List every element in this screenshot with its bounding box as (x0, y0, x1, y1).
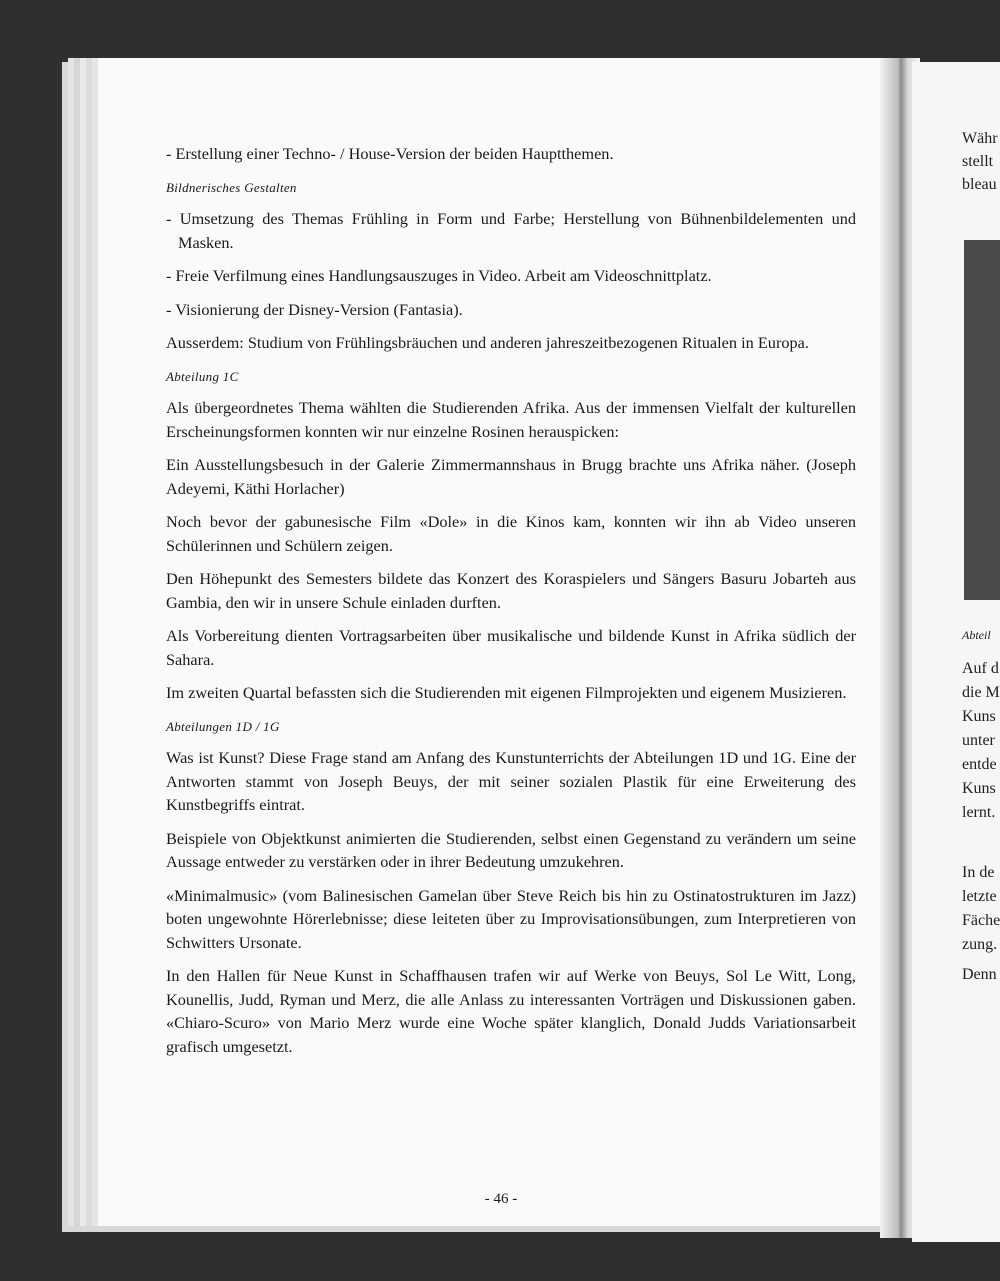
right-page-text-fragment: lernt. (962, 804, 996, 821)
right-page-text-fragment: Kuns (962, 708, 996, 725)
right-page-text-fragment: In de (962, 864, 995, 881)
paragraph: Ein Ausstellungsbesuch in der Galerie Zimmermannshaus in Brugg brachte uns Afrika näher. (Joseph Adeyemi, Käthi Horlacher) (166, 455, 856, 498)
section-heading: Abteilungen 1D / 1G (166, 718, 280, 734)
section-heading: Bildnerisches Gestalten (166, 179, 297, 195)
right-page-text-fragment: die M (962, 684, 1000, 701)
paragraph: Den Höhepunkt des Semesters bildete das Konzert des Koraspielers und Sängers Basuru Jobarteh aus Gambia, den wir in unsere Schule einladen durften. (166, 569, 856, 612)
paragraph: Ausserdem: Studium von Frühlingsbräuchen und anderen jahreszeitbezogenen Ritualen in Europa. (166, 333, 809, 352)
right-page-photo (964, 240, 1000, 600)
page-body (166, 142, 856, 1068)
right-page-text-fragment: zung. (962, 936, 998, 953)
list-item: - Freie Verfilmung eines Handlungsauszuges in Video. Arbeit am Videoschnittplatz. (166, 266, 712, 285)
list-item: - Erstellung einer Techno- / House-Version der beiden Hauptthemen. (166, 144, 614, 163)
paragraph: «Minimalmusic» (vom Balinesischen Gamelan über Steve Reich bis hin zu Ostinatostrukturen im Jazz) boten ungewohnte Hörerlebnisse; diese leiteten über zu Improvisationsübungen, zum Interpretieren von Schwitters Ursonate. (166, 885, 856, 952)
paragraph: In den Hallen für Neue Kunst in Schaffhausen trafen wir auf Werke von Beuys, Sol Le Witt, Long, Kounellis, Judd, Ryman und Merz, die alle Anlass zu interessanten Vorträgen und Diskussionen gaben. «Chiaro-Scuro» von Mario Merz wurde eine Woche später klanglich, Donald Judds Variationsarbeit grafisch umgesetzt. (166, 966, 856, 1056)
paragraph: Was ist Kunst? Diese Frage stand am Anfang des Kunstunterrichts der Abteilungen 1D und 1G. Eine der Antworten stammt von Joseph Beuys, der mit seiner sozialen Plastik für eine Erweiterung des Kunstbegriffs eintrat. (166, 748, 856, 814)
paragraph: Noch bevor der gabunesische Film «Dole» in die Kinos kam, konnten wir ihn ab Video unseren Schülerinnen und Schülern zeigen. (166, 512, 856, 555)
right-page-text-fragment: letzte (962, 888, 997, 905)
paragraph: Beispiele von Objektkunst animierten die Studierenden, selbst einen Gegenstand zu verändern um seine Aussage entweder zu verstärken oder in ihrer Bedeutung umzukehren. (166, 828, 856, 871)
paragraph: Als Vorbereitung dienten Vortragsarbeiten über musikalische und bildende Kunst in Afrika südlich der Sahara. (166, 626, 856, 669)
right-page (912, 62, 1000, 1242)
section-heading: Abteilung 1C (166, 368, 239, 384)
paragraph: Als übergeordnetes Thema wählten die Studierenden Afrika. Aus der immensen Vielfalt der kulturellen Erscheinungsformen konnten wir nur einzelne Rosinen herauspicken: (166, 398, 856, 441)
right-page-text-fragment: Währ (962, 130, 998, 147)
right-page-text-fragment: stellt (962, 153, 994, 170)
right-page-text-fragment: Denn (962, 966, 997, 983)
list-item: - Umsetzung des Themas Frühling in Form und Farbe; Herstellung von Bühnenbildelementen und Masken. (166, 209, 856, 252)
right-page-text-fragment: unter (962, 732, 995, 749)
right-page-text-fragment: bleau (962, 176, 997, 193)
list-item: - Visionierung der Disney-Version (Fantasia). (166, 299, 463, 319)
right-page-text-fragment: Kuns (962, 780, 996, 797)
right-page-text-fragment: Fäche (962, 912, 1000, 929)
right-page-text-fragment: entde (962, 756, 997, 773)
paragraph: Im zweiten Quartal befassten sich die Studierenden mit eigenen Filmprojekten und eigenem Musizieren. (166, 683, 847, 702)
page-number: - 46 - (484, 1191, 518, 1207)
right-page-heading-fragment: Abteil (962, 628, 991, 642)
right-page-text-fragment: Auf d (962, 660, 999, 677)
